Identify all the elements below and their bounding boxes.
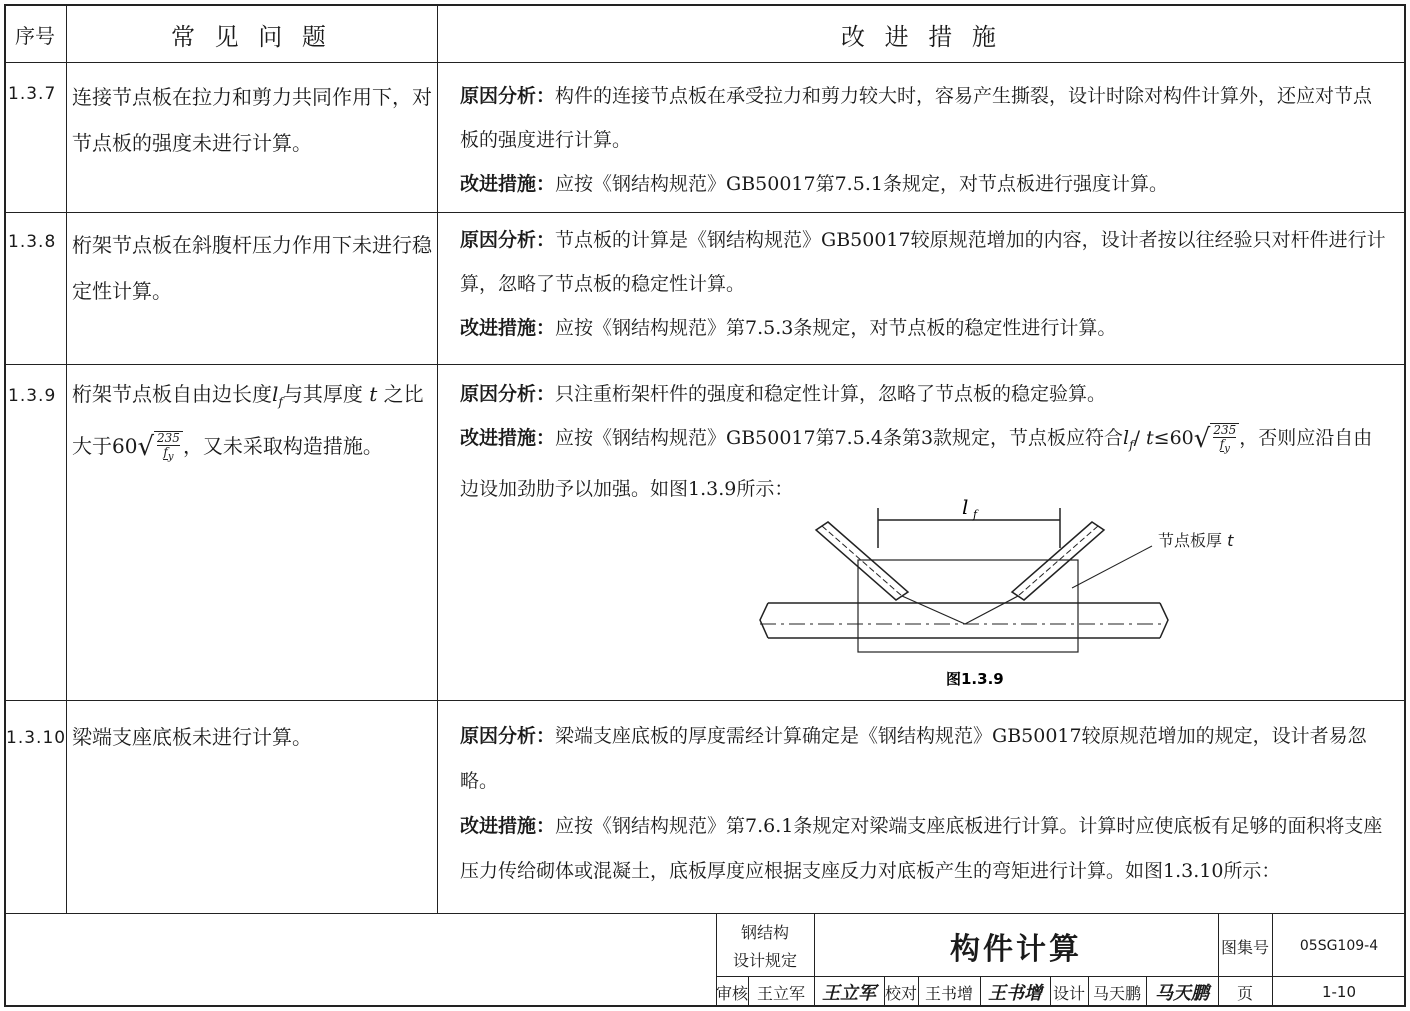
analysis-label: 原因分析： [460, 229, 556, 251]
sqrt-denominator: f [1219, 436, 1225, 451]
dim-label-l: l [962, 498, 969, 519]
analysis-text: 只注重桁架杆件的强度和稳定性计算，忽略了节点板的稳定验算。 [555, 383, 1107, 405]
problem-text: 梁端支座底板未进行计算。 [72, 725, 312, 749]
measure-label: 改进措施： [460, 427, 556, 449]
row-divider [4, 364, 1406, 365]
tb-checker-signature: 王书增 [988, 983, 1042, 1004]
tb-atlas-no: 05SG109-4 [1299, 938, 1379, 954]
problem-text: 桁架节点板在斜腹杆压力作用下未进行稳定性计算。 [72, 233, 432, 303]
plate-label-t-text: t [1227, 531, 1234, 550]
sqrt-expression: √ $\frac{235}{f_y}$ [1194, 423, 1239, 455]
row-number: 1.3.9 [8, 386, 57, 406]
measure-block [460, 714, 1390, 894]
symbol-slash: / [1133, 427, 1140, 449]
row-number: 1.3.7 [8, 84, 57, 104]
tb-page-no: 1-10 [1321, 983, 1357, 1001]
analysis-label: 原因分析： [460, 383, 556, 405]
leader-line [1072, 546, 1152, 588]
tb-design-label: 设计 [1052, 983, 1085, 1003]
free-edge [902, 596, 1018, 624]
tb-checker: 王书增 [924, 983, 973, 1003]
sqrt-denominator-sub: y [1224, 443, 1230, 455]
tb-check-label: 校对 [884, 983, 917, 1003]
sqrt-denominator: f [163, 445, 168, 460]
symbol-t: t [369, 382, 378, 406]
row-divider [4, 700, 1406, 701]
problem-part: 桁架节点板自由边长度 [72, 382, 272, 406]
header-measure: 改 进 措 施 [841, 22, 1002, 51]
measure-part: ，否则应沿自由边设加劲肋予以加强。如图1.3.9所示： [460, 427, 1373, 500]
measure-block [460, 372, 1390, 511]
measure-label: 改进措施： [460, 815, 556, 837]
problem-part: 与其厚度 [282, 382, 363, 406]
diagonal-left [816, 522, 908, 600]
sqrt-numerator: 235 [1213, 422, 1237, 437]
analysis-label: 原因分析： [460, 85, 556, 107]
measure-text: 应按《钢结构规范》GB50017第7.5.1条规定，对节点板进行强度计算。 [555, 173, 1168, 195]
problem-text: 连接节点板在拉力和剪力共同作用下，对节点板的强度未进行计算。 [72, 85, 432, 155]
diagonal-right [1012, 522, 1104, 600]
col-divider [437, 4, 438, 914]
symbol-t: t [1146, 427, 1154, 449]
analysis-text: 梁端支座底板的厚度需经计算确定是《钢结构规范》GB50017较原规范增加的规定，设计者易忽略。 [460, 725, 1367, 792]
break-left [760, 603, 768, 638]
tb-designer-signature: 马天鹏 [1155, 983, 1209, 1004]
measure-text: 应按《钢结构规范》第7.6.1条规定对梁端支座底板进行计算。计算时应使底板有足够的面积将支座压力传给砌体或混凝土，底板厚度应根据支座反力对底板产生的弯矩进行计算。如图1.3.10所示： [460, 815, 1383, 882]
symbol-l: l [272, 382, 279, 406]
row-number: 1.3.8 [8, 232, 57, 252]
measure-label: 改进措施： [460, 173, 556, 195]
tb-designer: 马天鹏 [1092, 983, 1141, 1003]
header-divider [4, 62, 1406, 63]
plate-label-html [1158, 528, 1233, 551]
analysis-text: 节点板的计算是《钢结构规范》GB50017较原规范增加的内容，设计者按以往经验只对杆件进行计算，忽略了节点板的稳定性计算。 [460, 229, 1386, 295]
symbol-l: l [1123, 427, 1130, 449]
measure-label: 改进措施： [460, 317, 556, 339]
symbol-le: ≤60 [1153, 427, 1194, 449]
figure-1-3-9 [752, 498, 1172, 698]
analysis-label: 原因分析： [460, 725, 556, 747]
symbol-sub: f [1129, 437, 1134, 452]
measure-block [460, 74, 1390, 206]
measure-part: 应按《钢结构规范》GB50017第7.5.4条第3款规定，节点板应符合 [555, 427, 1124, 449]
tb-category-1: 钢结构 [740, 922, 789, 942]
symbol-sub: f [278, 395, 283, 409]
tb-reviewer-signature: 王立军 [822, 983, 876, 1004]
dim-label-sub: f [973, 508, 978, 521]
sqrt-numerator: 235 [157, 431, 180, 446]
sqrt-expression: √ $\frac{235}{f_y}$ [137, 431, 182, 463]
diagonal-right-axis [1018, 526, 1098, 596]
analysis-text: 构件的连接节点板在承受拉力和剪力较大时，容易产生撕裂，设计时除对构件计算外，还应对节点板的强度进行计算。 [460, 85, 1373, 151]
table-bottom [4, 913, 1406, 914]
header-problem: 常 见 问 题 [171, 22, 332, 51]
tb-atlas-label: 图集号 [1220, 937, 1269, 957]
tb-category-2: 设计规定 [732, 950, 797, 970]
col-divider [66, 4, 67, 914]
problem-text [72, 372, 432, 468]
problem-part: 之比大于60 [72, 382, 424, 458]
measure-block [460, 218, 1390, 350]
measure-text: 应按《钢结构规范》第7.5.3条规定，对节点板的稳定性进行计算。 [555, 317, 1117, 339]
tb-title: 构件计算 [950, 932, 1082, 967]
diagonal-left-axis [822, 526, 902, 596]
tb-page-label: 页 [1236, 983, 1253, 1003]
sqrt-denominator-sub: y [167, 451, 174, 463]
row-divider [4, 212, 1406, 213]
tb-review-label: 审核 [716, 983, 749, 1003]
header-no: 序号 [15, 23, 55, 48]
figure-caption: 图1.3.9 [946, 670, 1004, 688]
break-right [1160, 603, 1168, 638]
tb-reviewer: 王立军 [756, 983, 805, 1003]
plate-label-text: 节点板厚 [1158, 531, 1223, 550]
problem-part: ，又未采取构造措施。 [182, 434, 383, 458]
row-number: 1.3.10 [6, 728, 67, 748]
